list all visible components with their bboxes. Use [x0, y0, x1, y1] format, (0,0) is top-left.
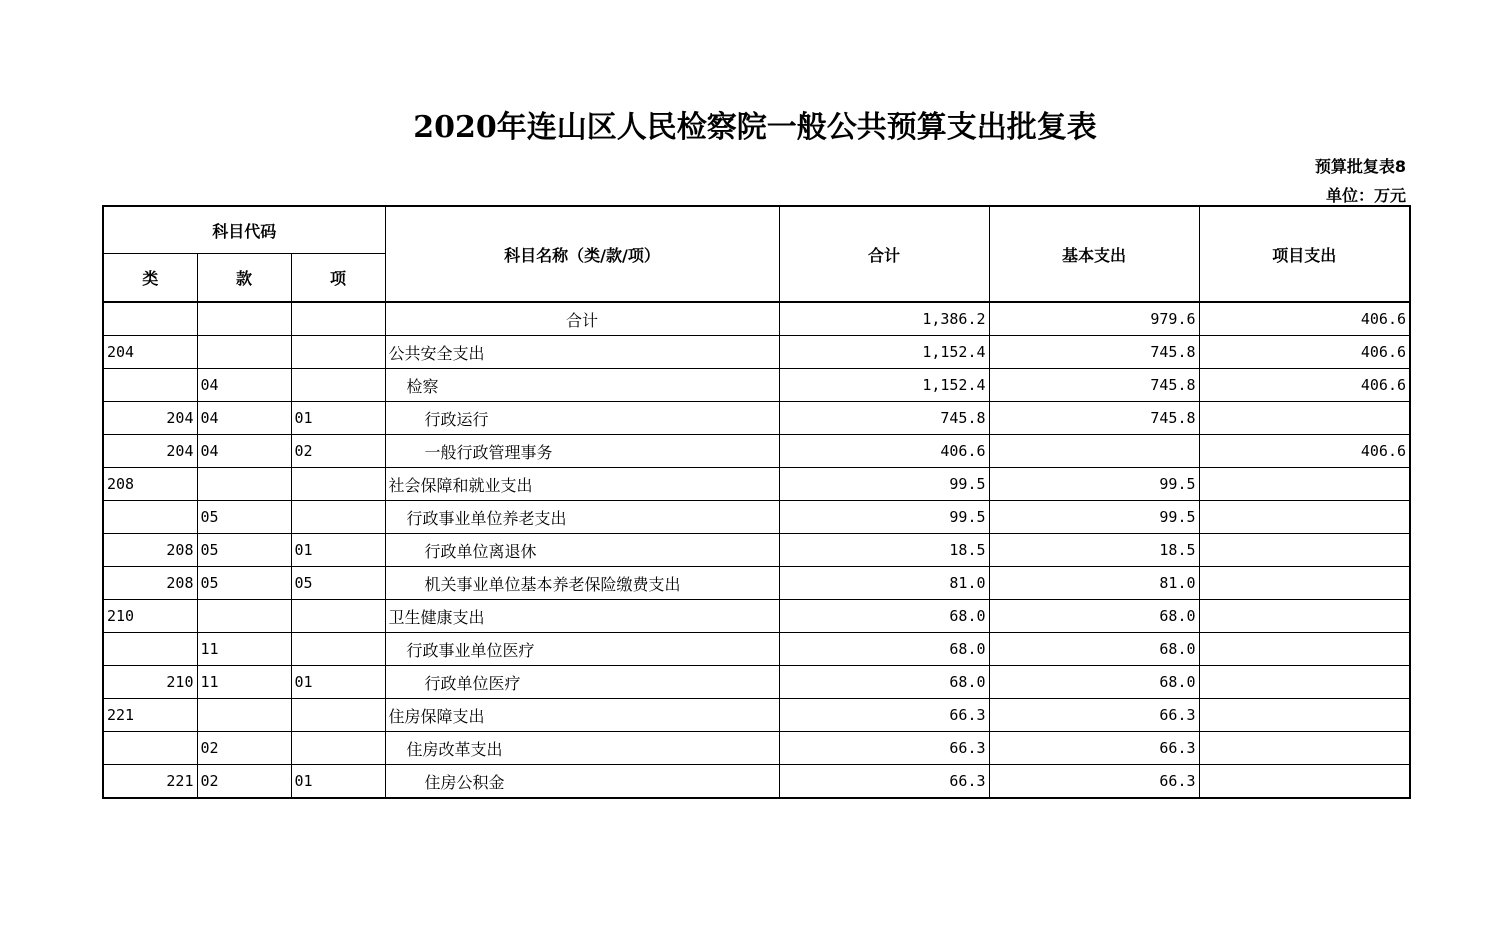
cell-kuan: 05 [197, 534, 291, 567]
cell-lei: 221 [103, 765, 197, 799]
cell-basic: 68.0 [989, 666, 1199, 699]
cell-kuan [197, 468, 291, 501]
cell-project [1199, 699, 1410, 732]
table-body [103, 302, 1410, 798]
cell-name: 机关事业单位基本养老保险缴费支出 [385, 567, 779, 600]
cell-kuan: 02 [197, 765, 291, 799]
cell-xiang: 01 [291, 666, 385, 699]
cell-kuan: 11 [197, 666, 291, 699]
cell-lei: 210 [103, 666, 197, 699]
cell-kuan [197, 699, 291, 732]
cell-lei: 208 [103, 534, 197, 567]
cell-total: 68.0 [779, 633, 989, 666]
cell-name: 住房改革支出 [385, 732, 779, 765]
header-name: 科目名称（类/款/项） [385, 206, 779, 302]
header-lei: 类 [103, 254, 197, 303]
cell-name: 检察 [385, 369, 779, 402]
cell-xiang [291, 336, 385, 369]
cell-xiang: 05 [291, 567, 385, 600]
cell-kuan: 05 [197, 501, 291, 534]
cell-lei [103, 633, 197, 666]
cell-total: 1,386.2 [779, 302, 989, 336]
cell-total: 99.5 [779, 468, 989, 501]
cell-name: 住房公积金 [385, 765, 779, 799]
cell-total: 745.8 [779, 402, 989, 435]
cell-name: 行政运行 [385, 402, 779, 435]
cell-project [1199, 501, 1410, 534]
cell-kuan [197, 600, 291, 633]
cell-total: 1,152.4 [779, 336, 989, 369]
table-row [103, 699, 1410, 732]
cell-basic: 99.5 [989, 468, 1199, 501]
cell-basic: 68.0 [989, 633, 1199, 666]
cell-name: 卫生健康支出 [385, 600, 779, 633]
cell-project [1199, 567, 1410, 600]
cell-lei: 210 [103, 600, 197, 633]
table-row [103, 302, 1410, 336]
cell-basic: 99.5 [989, 501, 1199, 534]
page-title: 2020年连山区人民检察院一般公共预算支出批复表 [413, 110, 1097, 145]
cell-total: 99.5 [779, 501, 989, 534]
cell-project: 406.6 [1199, 336, 1410, 369]
cell-total: 66.3 [779, 732, 989, 765]
cell-basic: 68.0 [989, 600, 1199, 633]
cell-project [1199, 765, 1410, 799]
cell-kuan: 02 [197, 732, 291, 765]
cell-lei: 221 [103, 699, 197, 732]
cell-name: 行政单位医疗 [385, 666, 779, 699]
cell-xiang [291, 633, 385, 666]
budget-table [102, 205, 1411, 799]
cell-lei: 208 [103, 567, 197, 600]
header-basic: 基本支出 [989, 206, 1199, 302]
cell-total: 68.0 [779, 600, 989, 633]
cell-lei: 204 [103, 435, 197, 468]
cell-total: 18.5 [779, 534, 989, 567]
cell-name: 行政单位离退休 [385, 534, 779, 567]
table-row [103, 765, 1410, 799]
cell-basic: 745.8 [989, 336, 1199, 369]
cell-name: 行政事业单位医疗 [385, 633, 779, 666]
table-row [103, 402, 1410, 435]
cell-project [1199, 468, 1410, 501]
cell-total: 81.0 [779, 567, 989, 600]
cell-lei [103, 501, 197, 534]
unit-label: 单位：万元 [1325, 186, 1406, 205]
table-row [103, 534, 1410, 567]
cell-lei [103, 302, 197, 336]
table-row [103, 336, 1410, 369]
cell-total: 66.3 [779, 699, 989, 732]
cell-basic: 66.3 [989, 699, 1199, 732]
cell-basic: 745.8 [989, 402, 1199, 435]
header-code-group: 科目代码 [103, 206, 385, 254]
header-total: 合计 [779, 206, 989, 302]
cell-xiang [291, 699, 385, 732]
cell-total: 68.0 [779, 666, 989, 699]
cell-basic: 66.3 [989, 765, 1199, 799]
table-row [103, 501, 1410, 534]
cell-kuan: 04 [197, 435, 291, 468]
cell-project [1199, 600, 1410, 633]
cell-kuan: 11 [197, 633, 291, 666]
table-row [103, 567, 1410, 600]
table-row [103, 666, 1410, 699]
cell-project: 406.6 [1199, 302, 1410, 336]
table-row [103, 633, 1410, 666]
cell-lei: 204 [103, 336, 197, 369]
cell-basic: 66.3 [989, 732, 1199, 765]
cell-kuan: 04 [197, 369, 291, 402]
cell-project: 406.6 [1199, 369, 1410, 402]
cell-basic: 745.8 [989, 369, 1199, 402]
cell-kuan [197, 302, 291, 336]
table-row [103, 732, 1410, 765]
header-project: 项目支出 [1199, 206, 1410, 302]
cell-xiang: 01 [291, 534, 385, 567]
cell-lei: 204 [103, 402, 197, 435]
cell-xiang [291, 468, 385, 501]
cell-project [1199, 534, 1410, 567]
table-row [103, 468, 1410, 501]
cell-basic: 18.5 [989, 534, 1199, 567]
cell-xiang [291, 302, 385, 336]
cell-basic: 979.6 [989, 302, 1199, 336]
cell-kuan: 05 [197, 567, 291, 600]
cell-project [1199, 732, 1410, 765]
cell-total: 1,152.4 [779, 369, 989, 402]
cell-lei [103, 369, 197, 402]
cell-project [1199, 666, 1410, 699]
cell-total: 406.6 [779, 435, 989, 468]
cell-name: 一般行政管理事务 [385, 435, 779, 468]
header-xiang: 项 [291, 254, 385, 303]
cell-lei [103, 732, 197, 765]
cell-name: 住房保障支出 [385, 699, 779, 732]
cell-xiang: 01 [291, 402, 385, 435]
cell-xiang: 01 [291, 765, 385, 799]
cell-name: 合计 [385, 302, 779, 336]
cell-kuan: 04 [197, 402, 291, 435]
cell-name: 行政事业单位养老支出 [385, 501, 779, 534]
cell-kuan [197, 336, 291, 369]
table-row [103, 435, 1410, 468]
cell-basic: 81.0 [989, 567, 1199, 600]
table-row [103, 600, 1410, 633]
cell-xiang [291, 501, 385, 534]
cell-name: 社会保障和就业支出 [385, 468, 779, 501]
cell-project: 406.6 [1199, 435, 1410, 468]
cell-lei: 208 [103, 468, 197, 501]
cell-xiang [291, 600, 385, 633]
cell-total: 66.3 [779, 765, 989, 799]
cell-xiang [291, 732, 385, 765]
form-number: 预算批复表8 [1314, 157, 1406, 176]
cell-xiang: 02 [291, 435, 385, 468]
cell-project [1199, 402, 1410, 435]
header-kuan: 款 [197, 254, 291, 303]
cell-name: 公共安全支出 [385, 336, 779, 369]
cell-basic [989, 435, 1199, 468]
cell-xiang [291, 369, 385, 402]
table-row [103, 369, 1410, 402]
cell-project [1199, 633, 1410, 666]
